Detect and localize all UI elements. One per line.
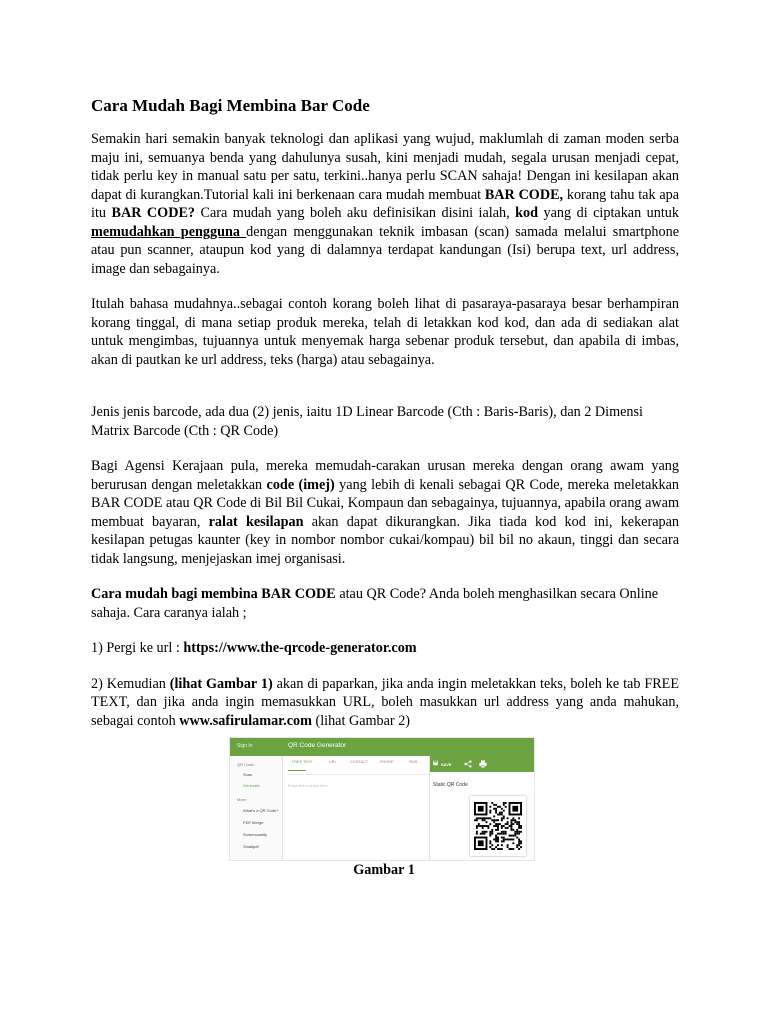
paragraph-types: Jenis jenis barcode, ada dua (2) jenis, iaitu 1D Linear Barcode (Cth : Baris-Baris), dan 2 Dimensi Matrix Barcode (Cth : QR Code) xyxy=(91,404,643,439)
figure-qr-card xyxy=(470,796,526,856)
figure-sidebar-section-more: More xyxy=(237,797,247,802)
intro-text-4: yang di ciptakan untuk xyxy=(538,205,679,221)
intro-bold-barcode: BAR CODE, xyxy=(484,186,564,203)
figure-tabs xyxy=(288,760,428,770)
step-2-bold-url: www.safirulamar.com xyxy=(179,712,312,729)
paragraph-example: Itulah bahasa mudahnya..sebagai contoh korang boleh lihat di pasaraya-pasaraya besar berhampiran korang tinggal, di mana setiap produk mereka, telah di letakkan kod kod, dan ada di sediakan alat untuk mengimbas, tujuannya untuk menyemak harga sebenar produk tersebut, dan apabila di imbas, akan di pautkan ke url address, teks (harga) atau sebagainya. xyxy=(91,296,679,368)
intro-text-5: dengan menggunakan teknik imbasan (scan) samada melalui smartphone atau pun scanner, ataupun kod yang di dalamnya terdapat kandungan (Isi) berupa text, url address, image dan sebagainya. xyxy=(91,223,679,277)
agency-text-1: Bagi Agensi Kerajaan pula, mereka memudah-carakan urusan mereka dengan orang awam yang berurusan dengan meletakkan xyxy=(91,458,679,493)
figure-sidebar-item-generate: Generate xyxy=(243,783,260,788)
figure-active-tab-indicator xyxy=(288,770,306,771)
intro-text-1: Semakin hari semakin banyak teknologi dan aplikasi yang wujud, maklumlah di zaman moden serba maju ini, semuanya benda yang dahulunya susah, kini menjadi mudah, segala urusan menjadi cepat, tidak perlu key in manual satu per satu, terkini..hanya perlu SCAN sahaja! Dengan ini kesilapan akan dapat di kurangkan.Tutorial kali ini berkenaan cara mudah membuat xyxy=(91,131,679,203)
agency-text-2: yang lebih di kenali sebagai QR Code, mereka meletakkan BAR CODE atau QR Code di Bil Bil Cukai, Kompaun dan sebagainya, tujuannya, apabila orang awam membuat bayaran, xyxy=(91,476,679,530)
figure-tab-free-text: FREE TEXT xyxy=(292,760,313,764)
figure-tab-contact: CONTACT xyxy=(350,760,369,764)
figure-sidebar-section-qrcode: QR Code xyxy=(237,762,254,767)
step-1-text: 1) Pergi ke url : xyxy=(91,640,184,656)
step-2 xyxy=(91,675,679,731)
figure-text-input: Enter text to share here xyxy=(288,784,328,788)
print-icon xyxy=(479,760,487,768)
figure-tabs-divider xyxy=(287,774,429,775)
qr-code-image xyxy=(474,802,522,850)
figure-qr-generator-screenshot xyxy=(229,737,535,861)
step-2-bold-gambar: (lihat Gambar 1) xyxy=(169,675,273,692)
paragraph-agency xyxy=(91,457,679,568)
step-2-text-1: 2) Kemudian xyxy=(91,675,170,692)
paragraph-howto xyxy=(91,585,679,622)
howto-bold: Cara mudah bagi membina BAR CODE xyxy=(91,586,336,602)
agency-bold-code-imej: code (imej) xyxy=(266,476,335,493)
howto-text: atau QR Code? Anda boleh menghasilkan secara Online sahaja. Cara caranya ialah ; xyxy=(91,586,659,621)
share-icon xyxy=(464,760,472,768)
figure-save-button: SAVE xyxy=(441,762,452,767)
figure-result-panel xyxy=(429,756,535,861)
figure-sidebar-item-smallpdf: Smallpdf xyxy=(243,844,259,849)
figure-sidebar-item-screencastify: Screencastify xyxy=(243,832,268,837)
step-2-text-2: akan di paparkan, jika anda ingin meletakkan teks, boleh ke tab FREE TEXT, dan jika anda ingin memasukkan URL, boleh masukkan url address yang anda mahukan, sebagai contoh xyxy=(91,675,680,729)
figure-signin-link: Sign In xyxy=(237,743,253,749)
figure-sidebar xyxy=(230,756,283,861)
figure-static-qr-label: Static QR Code xyxy=(433,782,468,788)
intro-bold-kod: kod xyxy=(515,205,539,221)
figure-panel-toolbar xyxy=(430,756,535,772)
figure-tab-sms: SMS xyxy=(409,760,418,764)
paragraph-intro xyxy=(91,130,679,278)
figure-sidebar-item-scan: Scan xyxy=(243,772,253,777)
step-2-text-3: (lihat Gambar 2) xyxy=(311,712,411,729)
intro-underline-memudahkan: memudahkan pengguna xyxy=(91,223,247,240)
step-1 xyxy=(91,639,679,658)
figure-tab-phone: PHONE xyxy=(380,760,394,764)
intro-text-3: Cara mudah yang boleh aku definisikan disini ialah, xyxy=(195,205,516,221)
figure-sidebar-item-pdf-merge: PDF Merge xyxy=(243,820,264,825)
figure-sidebar-item-whats-qr: What's a QR Code? xyxy=(243,808,279,813)
intro-text-2: korang tahu tak apa itu xyxy=(91,186,680,221)
figure-caption: Gambar 1 xyxy=(353,862,415,878)
document-title: Cara Mudah Bagi Membina Bar Code xyxy=(91,96,370,115)
figure-app-bar xyxy=(230,738,534,756)
intro-bold-barcode-question: BAR CODE? xyxy=(111,205,196,221)
save-icon xyxy=(433,760,438,766)
step-1-url: https://www.the-qrcode-generator.com xyxy=(183,640,417,656)
agency-text-3: akan dapat dikurangkan. Jika tiada kod kod ini, kekerapan kesilapan petugas kaunter (key in nombor nombor cukai/kompau) bil bil no akaun, tinggi dan secara tidak langsung, menjejaskan imej organisasi. xyxy=(91,513,679,567)
agency-bold-ralat: ralat kesilapan xyxy=(208,513,304,530)
figure-tab-url: URL xyxy=(329,760,337,764)
figure-app-title: QR Code Generator xyxy=(288,742,347,749)
document-page xyxy=(91,96,679,730)
